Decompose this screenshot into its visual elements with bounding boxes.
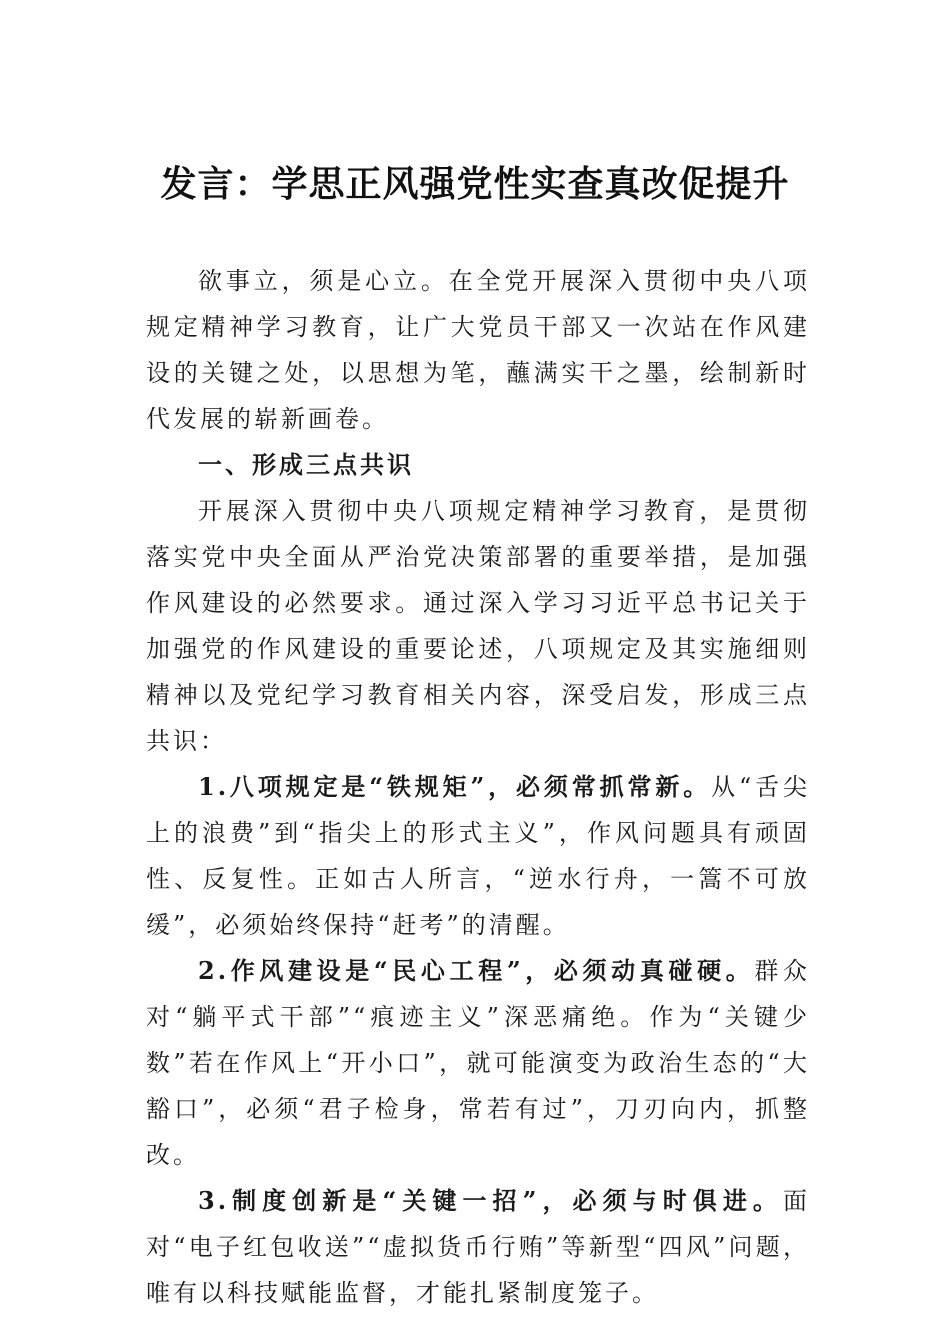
point-text-1: 从“舌尖上的浪费”到“指尖上的形式主义”，作风问题具有顽固性、反复性。正如古人所言，“逆水行舟，一篙不可放缓”，必须始终保持“赶考”的清醒。 xyxy=(146,773,810,939)
section-intro-paragraph: 开展深入贯彻中央八项规定精神学习教育，是贯彻落实党中央全面从严治党决策部署的重要举措，是加强作风建设的必然要求。通过深入学习习近平总书记关于加强党的作风建设的重要论述，八项规定及其实施细则精神以及党纪学习教育相关内容，深受启发，形成三点共识： xyxy=(146,497,810,755)
point-paragraph-1 xyxy=(146,764,810,948)
point-lead-1: 1.八项规定是“铁规矩”，必须常抓常新。 xyxy=(198,772,712,801)
point-lead-3: 3.制度创新是“关键一招”，必须与时俱进。 xyxy=(198,1186,783,1215)
document-title: 发言：学思正风强党性实查真改促提升 xyxy=(160,163,790,205)
point-lead-2: 2.作风建设是“民心工程”，必须动真碰硬。 xyxy=(198,956,755,985)
document-body xyxy=(146,258,810,1316)
section-heading: 一、形成三点共识 xyxy=(198,450,414,479)
point-paragraph-3 xyxy=(146,1178,810,1316)
point-text-3: 面对“电子红包收送”“虚拟货币行贿”等新型“四风”问题，唯有以科技赋能监督，才能扎紧制度笼子。 xyxy=(146,1187,810,1307)
point-paragraph-2 xyxy=(146,948,810,1178)
intro-text: 欲事立，须是心立。在全党开展深入贯彻中央八项规定精神学习教育，让广大党员干部又一次站在作风建设的关键之处，以思想为笔，蘸满实干之墨，绘制新时代发展的崭新画卷。 xyxy=(146,267,810,433)
point-text-2: 群众对“躺平式干部”“痕迹主义”深恶痛绝。作为“关键少数”若在作风上“开小口”，就可能演变为政治生态的“大豁口”，必须“君子检身，常若有过”，刀刃向内，抓整改。 xyxy=(146,957,810,1169)
intro-paragraph xyxy=(146,258,810,442)
